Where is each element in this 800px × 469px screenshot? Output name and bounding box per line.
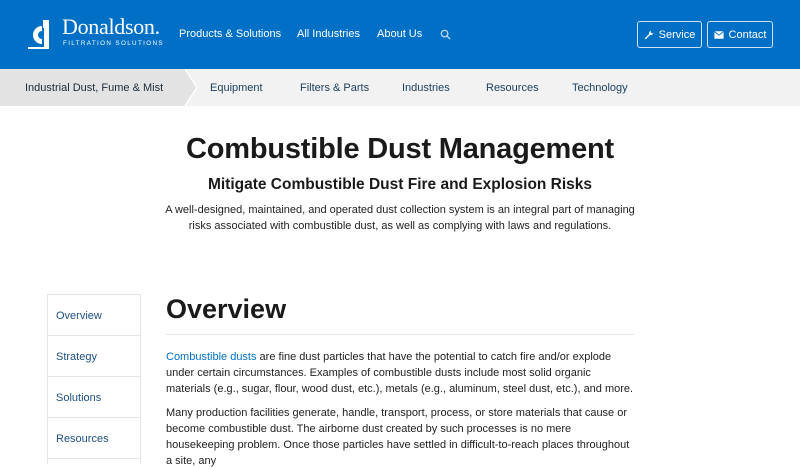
wrench-icon: [644, 30, 654, 40]
sidenav-item-label: Solutions: [56, 392, 102, 404]
sidenav-item-strategy[interactable]: [48, 336, 140, 377]
sidenav-item-label: Strategy: [56, 351, 97, 363]
subnav-current-label: Industrial Dust, Fume & Mist: [25, 82, 164, 94]
overview-paragraph-1: [166, 349, 638, 397]
subnav-equipment[interactable]: Equipment: [210, 82, 263, 94]
envelope-icon: [714, 30, 724, 40]
page-title: Combustible Dust Management: [185, 133, 615, 165]
overview-paragraph-2: Many production facilities generate, handle, transport, process, or store materials that cause or become combustible dust. The airborne dust created by such processes is no mere housekeeping problem. Once those particles have settled in difficult-to-reach places throughout a site, any: [166, 407, 630, 467]
combustible-dusts-link[interactable]: Combustible dusts: [166, 351, 257, 363]
contact-button[interactable]: [707, 21, 773, 48]
overview-paragraph-1-text: are fine dust particles that have the potential to catch fire and/or explode under certain circumstances. Examples of combustible dusts include most solid organic materials (e.g., sugar, flour, wood dust, etc.), metals (e.g., aluminum, steel dust, etc.), and more.: [166, 351, 634, 395]
donaldson-logo-icon: [27, 18, 57, 50]
subnav-technology[interactable]: Technology: [572, 82, 628, 94]
service-button[interactable]: [637, 21, 702, 48]
nav-about-us[interactable]: About Us: [377, 28, 423, 40]
logo-tagline: FILTRATION SOLUTIONS: [63, 40, 164, 47]
page-intro: A well-designed, maintained, and operated dust collection system is an integral part of managing risks associated with combustible dust, as well as complying with laws and regulations.: [165, 204, 635, 232]
nav-products-solutions[interactable]: Products & Solutions: [179, 28, 282, 40]
sidenav-item-label: Resources: [56, 433, 109, 445]
search-icon[interactable]: [440, 29, 451, 40]
sidenav-item-label: Overview: [56, 310, 102, 322]
overview-heading: Overview: [166, 294, 287, 324]
sidenav-item-resources[interactable]: [48, 418, 140, 459]
sidenav-item-overview[interactable]: [48, 295, 140, 336]
subnav-industries[interactable]: Industries: [402, 82, 450, 94]
section-sidenav: [47, 294, 141, 464]
service-button-label: Service: [658, 28, 696, 41]
logo-wordmark: Donaldson.: [62, 14, 160, 39]
subnav-current-section[interactable]: [0, 69, 197, 106]
subnav-resources[interactable]: Resources: [486, 82, 539, 94]
subnav-filters-parts[interactable]: Filters & Parts: [300, 82, 370, 94]
secondary-nav: [0, 69, 800, 106]
site-header: [0, 0, 800, 69]
page-subtitle: Mitigate Combustible Dust Fire and Explosion Risks: [207, 176, 593, 193]
nav-all-industries[interactable]: All Industries: [297, 28, 360, 40]
overview-divider: [166, 334, 634, 335]
contact-button-label: Contact: [728, 28, 767, 41]
sidenav-item-solutions[interactable]: [48, 377, 140, 418]
donaldson-logo[interactable]: [27, 16, 169, 52]
